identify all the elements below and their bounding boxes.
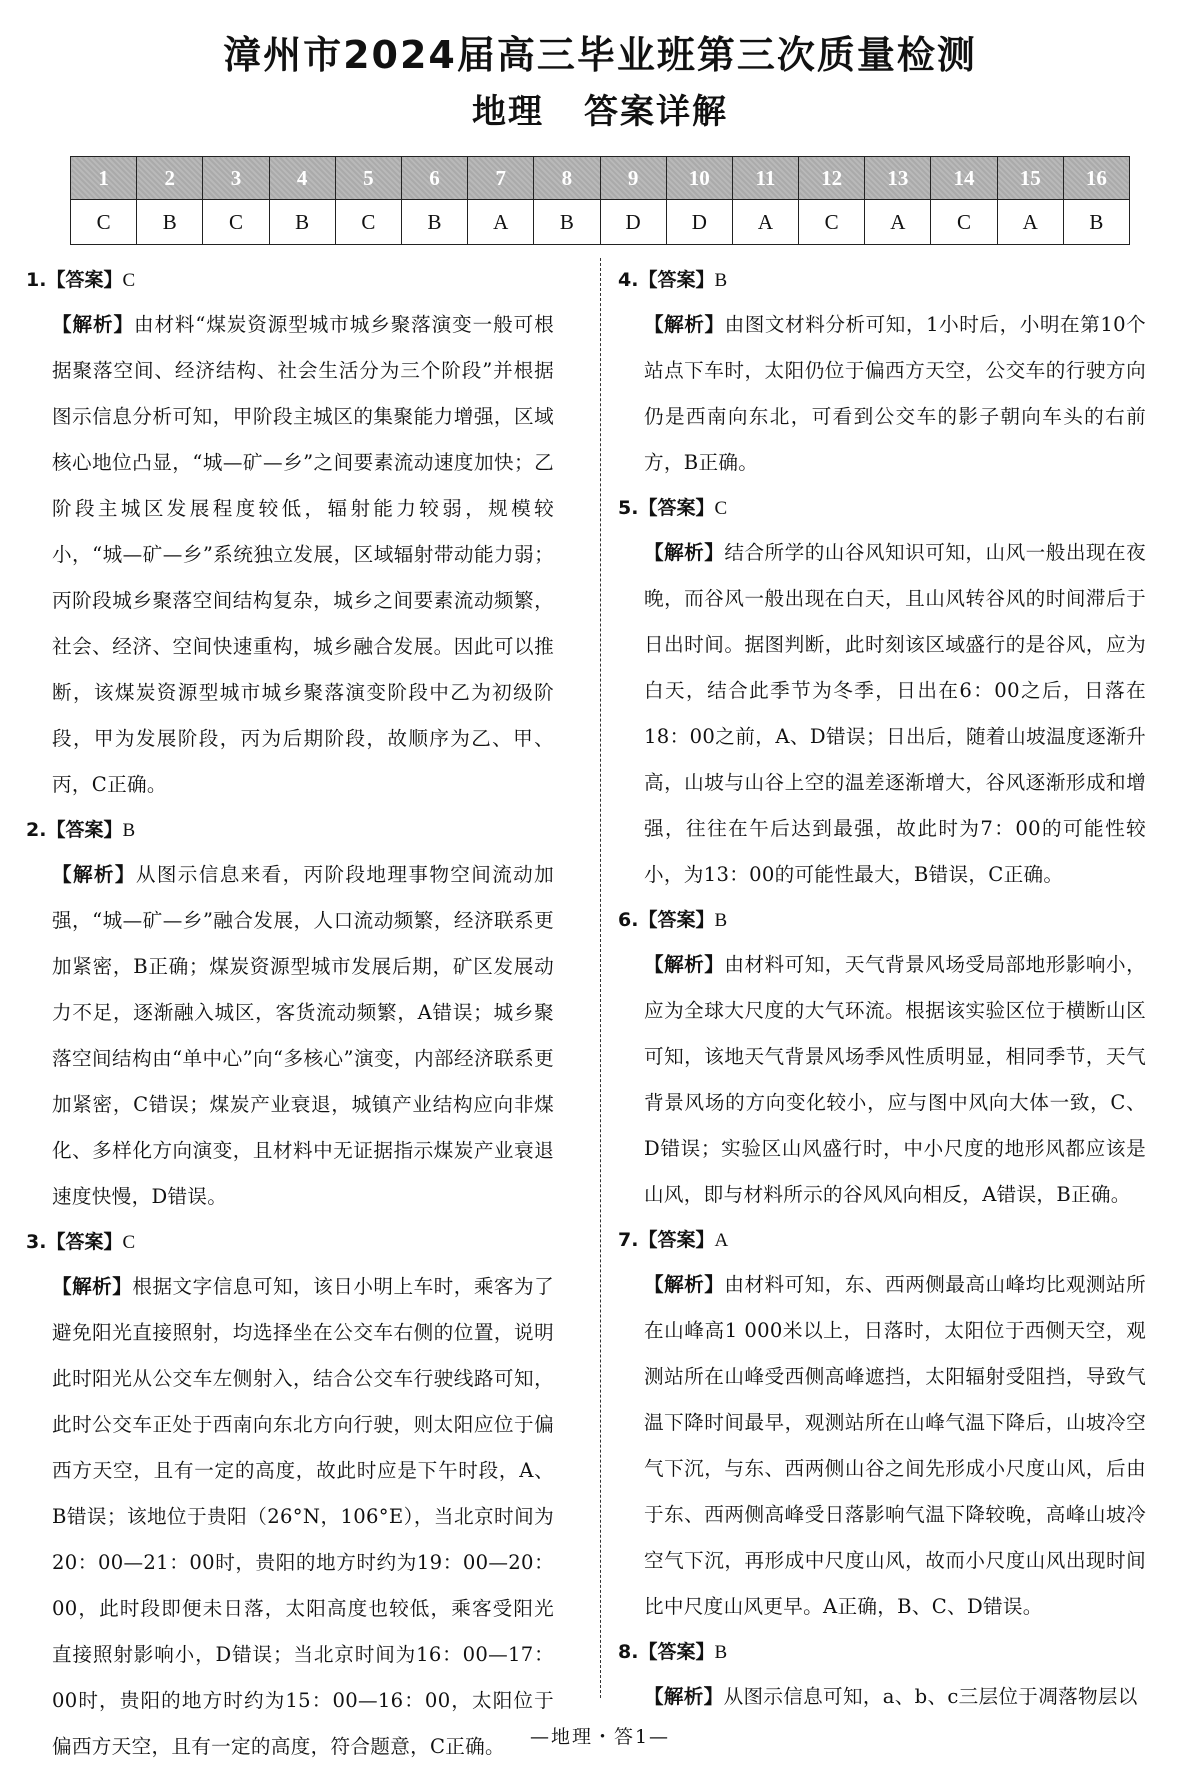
table-answer-cell: C [335, 200, 401, 245]
analysis-text: 由材料“煤炭资源型城市城乡聚落演变一般可根据聚落空间、经济结构、社会生活分为三个阶段”并根据图示信息分析可知，甲阶段主城区的集聚能力增强，区域核心地位凸显，“城—矿—乡”之间要素流动速度加快；乙阶段主城区发展程度较低，辐射能力较弱，规模较小，“城—矿—乡”系统独立发展，区域辐射带动能力弱；丙阶段城乡聚落空间结构复杂，城乡之间要素流动频繁，社会、经济、空间快速重构，城乡融合发展。因此可以推断，该煤炭资源型城市城乡聚落演变阶段中乙为初级阶段，甲为发展阶段，丙为后期阶段，故顺序为乙、甲、丙，C正确。 [52, 313, 554, 796]
table-header-cell: 15 [997, 157, 1063, 200]
table-answer-cell: C [71, 200, 137, 245]
analysis-paragraph [26, 852, 554, 1220]
table-header-cell: 2 [137, 157, 203, 200]
table-header-cell: 1 [71, 157, 137, 200]
answer-value: B [714, 1642, 728, 1663]
answer-line [618, 1218, 1146, 1262]
table-answer-cell: A [468, 200, 534, 245]
answer-table-header-row [71, 157, 1130, 200]
table-answer-cell: B [401, 200, 467, 245]
table-header-cell: 11 [732, 157, 798, 200]
answer-line [618, 1630, 1146, 1674]
analysis-paragraph [618, 1674, 1146, 1720]
answer-line [26, 1220, 554, 1264]
analysis-tag: 【解析】 [644, 953, 725, 976]
table-answer-cell: D [600, 200, 666, 245]
analysis-paragraph [618, 302, 1146, 486]
answer-line [618, 258, 1146, 302]
answer-line [26, 808, 554, 852]
column-divider [600, 258, 601, 1698]
question-number: 4. [618, 269, 639, 291]
question-number: 3. [26, 1231, 47, 1253]
table-header-cell: 4 [269, 157, 335, 200]
question-number: 5. [618, 497, 639, 519]
table-answer-cell: A [732, 200, 798, 245]
table-answer-cell: A [865, 200, 931, 245]
table-header-cell: 16 [1063, 157, 1129, 200]
question-block [618, 898, 1146, 1218]
analysis-tag: 【解析】 [644, 1685, 724, 1708]
table-answer-cell: B [137, 200, 203, 245]
answer-key-table [70, 156, 1130, 245]
answer-line [618, 486, 1146, 530]
answer-table-answer-row [71, 200, 1130, 245]
table-answer-cell: C [203, 200, 269, 245]
question-number: 2. [26, 819, 47, 841]
analysis-text: 由图文材料分析可知，1小时后，小明在第10个站点下车时，太阳仍位于偏西方天空，公交车的行驶方向仍是西南向东北，可看到公交车的影子朝向车头的右前方，B正确。 [644, 313, 1147, 474]
analysis-tag: 【解析】 [644, 541, 725, 564]
table-header-cell: 14 [931, 157, 997, 200]
answer-tag: 【答案】 [46, 819, 123, 841]
analysis-text: 从图示信息可知，a、b、c三层位于凋落物层以 [723, 1685, 1138, 1708]
answer-tag: 【答案】 [638, 1641, 715, 1663]
analysis-text: 由材料可知，天气背景风场受局部地形影响小，应为全球大尺度的大气环流。根据该实验区位于横断山区可知，该地天气背景风场季风性质明显，相同季节，天气背景风场的方向变化较小，应与图中风向大体一致，C、D错误；实验区山风盛行时，中小尺度的地形风都应该是山风，即与材料所示的谷风风向相反，A错误，B正确。 [644, 953, 1146, 1206]
answer-value: C [714, 498, 728, 519]
answer-value: A [714, 1230, 729, 1251]
page-footer: —地理・答1— [529, 1726, 671, 1748]
analysis-text: 根据文字信息可知，该日小明上车时，乘客为了避免阳光直接照射，均选择坐在公交车右侧的位置，说明此时阳光从公交车左侧射入，结合公交车行驶线路可知，此时公交车正处于西南向东北方向行驶，则太阳应位于偏西方天空，且有一定的高度，故此时应是下午时段，A、B错误；该地位于贵阳（26°N，106°E），当北京时间为20：00—21：00时，贵阳的地方时约为19：00—20：00，此时段即便未日落，太阳高度也较低，乘客受阳光直接照射影响小，D错误；当北京时间为16：00—17：00时，贵阳的地方时约为15：00—16：00，太阳位于偏西方天空，且有一定的高度，符合题意，C正确。 [52, 1275, 554, 1758]
question-block [26, 808, 554, 1220]
answer-tag: 【答案】 [46, 1231, 123, 1253]
analysis-paragraph [26, 1264, 554, 1770]
analysis-text: 从图示信息来看，丙阶段地理事物空间流动加强，“城—矿—乡”融合发展，人口流动频繁，经济联系更加紧密，B正确；煤炭资源型城市发展后期，矿区发展动力不足，逐渐融入城区，客货流动频繁，A错误；城乡聚落空间结构由“单中心”向“多核心”演变，内部经济联系更加紧密，C错误；煤炭产业衰退，城镇产业结构应向非煤化、多样化方向演变，且材料中无证据指示煤炭产业衰退速度快慢，D错误。 [52, 863, 555, 1208]
analysis-tag: 【解析】 [644, 1273, 725, 1296]
table-answer-cell: B [1063, 200, 1129, 245]
table-answer-cell: B [534, 200, 600, 245]
table-answer-cell: C [931, 200, 997, 245]
analysis-paragraph [618, 1262, 1146, 1630]
table-header-cell: 10 [666, 157, 732, 200]
question-block [26, 258, 554, 808]
question-block [618, 1630, 1146, 1720]
analysis-paragraph [618, 530, 1146, 898]
analysis-tag: 【解析】 [644, 313, 725, 336]
table-header-cell: 6 [401, 157, 467, 200]
answer-tag: 【答案】 [638, 1229, 715, 1251]
table-header-cell: 7 [468, 157, 534, 200]
answer-tag: 【答案】 [46, 269, 123, 291]
analysis-tag: 【解析】 [52, 313, 134, 336]
answer-line [618, 898, 1146, 942]
left-column [26, 258, 554, 1770]
question-number: 1. [26, 269, 47, 291]
analysis-text: 由材料可知，东、西两侧最高山峰均比观测站所在山峰高1 000米以上，日落时，太阳位于西侧天空，观测站所在山峰受西侧高峰遮挡，太阳辐射受阻挡，导致气温下降时间最早，观测站所在山峰气温下降后，山坡冷空气下沉，与东、西两侧山谷之间先形成小尺度山风，后由于东、西两侧高峰受日落影响气温下降较晚，高峰山坡冷空气下沉，再形成中尺度山风，故而小尺度山风出现时间比中尺度山风更早。A正确，B、C、D错误。 [644, 1273, 1146, 1618]
table-answer-cell: B [269, 200, 335, 245]
question-block [26, 1220, 554, 1770]
analysis-paragraph [26, 302, 554, 808]
answer-value: C [122, 270, 136, 291]
table-header-cell: 8 [534, 157, 600, 200]
analysis-paragraph [618, 942, 1146, 1218]
table-header-cell: 9 [600, 157, 666, 200]
answer-value: B [714, 270, 728, 291]
question-number: 8. [618, 1641, 639, 1663]
answer-tag: 【答案】 [638, 497, 715, 519]
table-header-cell: 5 [335, 157, 401, 200]
table-header-cell: 3 [203, 157, 269, 200]
answer-tag: 【答案】 [638, 909, 715, 931]
analysis-text: 结合所学的山谷风知识可知，山风一般出现在夜晚，而谷风一般出现在白天，且山风转谷风的时间滞后于日出时间。据图判断，此时刻该区域盛行的是谷风，应为白天，结合此季节为冬季，日出在6：00之后，日落在18：00之前，A、D错误；日出后，随着山坡温度逐渐升高，山坡与山谷上空的温差逐渐增大，谷风逐渐形成和增强，往往在午后达到最强，故此时为7：00的可能性较小，为13：00的可能性最大，B错误，C正确。 [644, 541, 1146, 886]
question-block [618, 486, 1146, 898]
question-block [618, 258, 1146, 486]
answer-line [26, 258, 554, 302]
answer-value: B [714, 910, 728, 931]
subtitle-rest: 答案详解 [584, 92, 728, 132]
answer-value: B [122, 820, 136, 841]
table-answer-cell: A [997, 200, 1063, 245]
subtitle-subject: 地理 [472, 92, 544, 132]
table-header-cell: 12 [799, 157, 865, 200]
answer-value: C [122, 1232, 136, 1253]
table-header-cell: 13 [865, 157, 931, 200]
answer-tag: 【答案】 [638, 269, 715, 291]
analysis-tag: 【解析】 [52, 1275, 133, 1298]
page-title: 漳州市2024届高三毕业班第三次质量检测 [223, 33, 977, 77]
question-number: 6. [618, 909, 639, 931]
analysis-tag: 【解析】 [52, 863, 136, 886]
table-answer-cell: C [799, 200, 865, 245]
page-subtitle [0, 84, 1200, 133]
question-number: 7. [618, 1229, 639, 1251]
right-column [618, 258, 1146, 1720]
question-block [618, 1218, 1146, 1630]
table-answer-cell: D [666, 200, 732, 245]
